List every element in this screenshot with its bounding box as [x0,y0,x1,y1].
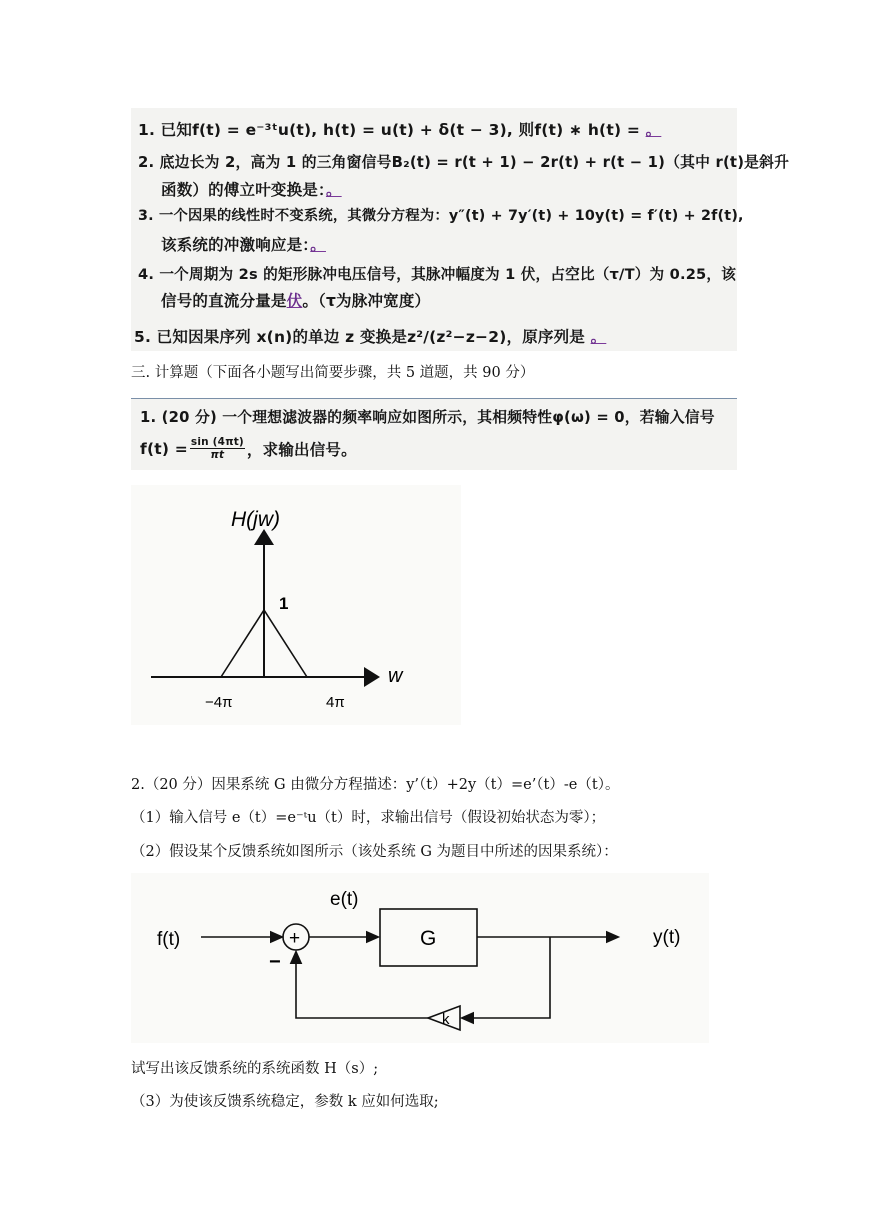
sum-plus-sign: + [289,928,301,949]
q2-part2: （2）假设某个反馈系统如图所示（该处系统 G 为题目中所述的因果系统）： [131,844,618,860]
fraction-numerator: sin (4πt) [190,436,244,448]
q2-after-diagram: 试写出该反馈系统的系统函数 H（s）; [131,1061,379,1077]
section3-heading: 三. 计算题（下面各小题写出简要步骤，共 5 道题，共 90 分） [131,365,535,381]
q1-tail: ，求输出信号。 [246,440,357,459]
answer-blank: 。 [310,236,326,254]
q2-part1: （1）输入信号 e（t）=e⁻ᵗu（t）时，求输出信号（假设初始状态为零）； [131,810,606,826]
fill-in-q5: 5. 已知因果序列 x(n)的单边 z 变换是z²/(z²−z−2)，原序列是 。 [134,328,607,346]
q1-line1: 1. (20 分) 一个理想滤波器的频率响应如图所示，其相频特性φ(ω) = 0，若输入信号 [140,409,715,426]
fraction-denominator: πt [210,449,225,461]
system-block-label: G [420,927,437,950]
fill-in-scan [131,108,737,351]
input-label: f(t) [157,929,181,950]
q1-line2 [140,436,357,461]
fill-in-q3-line1: 3. 一个因果的线性时不变系统，其微分方程为：y″(t) + 7y′(t) + 10y(t) = f′(t) + 2f(t), [138,208,744,224]
gain-label: k [442,1011,450,1028]
answer-blank: 。 [590,328,607,346]
answer-blank: 。 [645,121,662,139]
answer-blank: 伏 [286,292,303,310]
fill-in-q1: 1. 已知f(t) = e⁻³ᵗu(t), h(t) = u(t) + δ(t − 3), 则f(t) ∗ h(t) = 。 [138,121,662,139]
left-tick-label: −4π [205,694,233,711]
output-label: y(t) [653,927,681,948]
q1-ft-label: f(t) = [140,439,188,458]
right-tick-label: 4π [326,694,345,711]
fill-in-q2-line1: 2. 底边长为 2，高为 1 的三角窗信号B₂(t) = r(t + 1) − 2r(t) + r(t − 1)（其中 r(t)是斜升 [138,154,790,171]
y-axis-label: H(jw) [231,508,280,531]
fill-in-q4-line1: 4. 一个周期为 2s 的矩形脉冲电压信号，其脉冲幅度为 1 伏，占空比（τ/T）为 0.25，该 [138,266,736,283]
answer-blank: 。 [325,181,342,199]
fill-in-q4-line2: 信号的直流分量是伏。（τ为脉冲宽度） [161,292,431,310]
feedback-path-left [296,953,428,1018]
peak-label: 1 [279,594,289,613]
x-axis-label: w [388,665,403,687]
feedback-diagram [131,873,709,1043]
fill-in-q3-line2: 该系统的冲激响应是：。 [161,236,326,254]
q2-part3: （3）为使该反馈系统稳定，参数 k 应如何选取; [131,1094,439,1110]
scan-top-edge [131,398,737,399]
sum-minus-sign: − [269,951,281,973]
q2-line1: 2.（20 分）因果系统 G 由微分方程描述：y’（t）+2y（t）=e’（t）-e（t）。 [131,777,620,793]
fill-in-q2-line2: 函数）的傅立叶变换是：。 [161,181,342,199]
feedback-path-right [463,937,550,1018]
q1-fraction [190,436,245,461]
frequency-response-figure [131,485,461,725]
error-label: e(t) [330,889,359,910]
